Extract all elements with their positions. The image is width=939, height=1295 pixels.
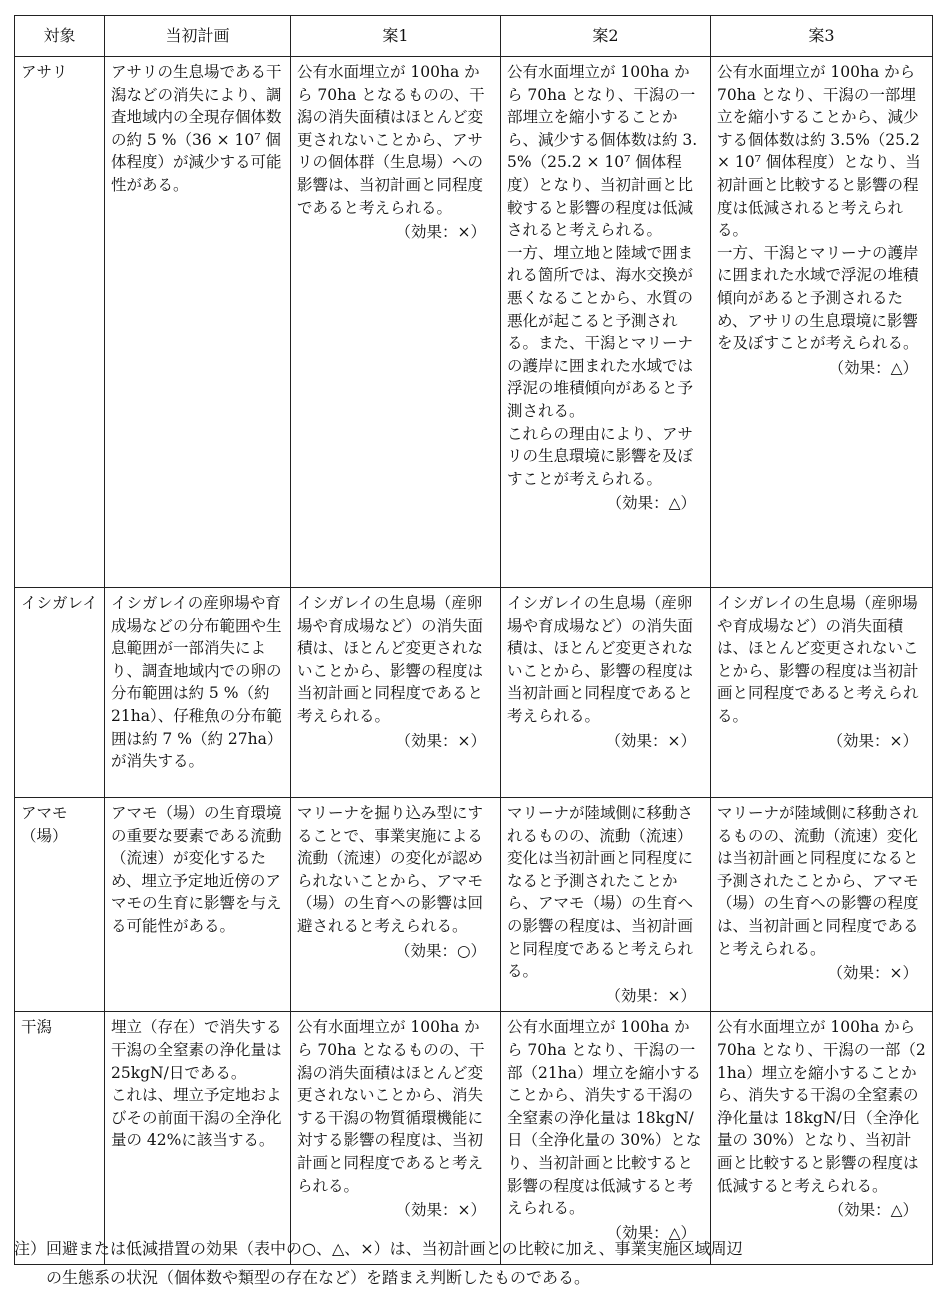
header-plan-2: 案2: [501, 16, 711, 57]
cell-text: イシガレイの産卵場や育成場などの分布範囲や生息範囲が一部消失により、調査地域内での卵の分布範囲は約 5 %（約 21ha）、仔稚魚の分布範囲は約 7 %（約 27ha）が消失する。: [111, 594, 283, 771]
cell-text: イシガレイの生息場（産卵場や育成場など）の消失面積は、ほとんど変更されないことから、影響の程度は当初計画と同程度であると考えられる。: [717, 594, 919, 725]
plan-1-cell: [291, 57, 501, 588]
table-row: [15, 1012, 933, 1265]
original-plan-cell: [105, 588, 291, 798]
table-row: [15, 798, 933, 1012]
header-original-plan: 当初計画: [105, 16, 291, 57]
cell-text: アサリの生息場である干潟などの消失により、調査地域内の全現存個体数の約 5 %（36 × 10⁷ 個体程度）が減少する可能性がある。: [111, 63, 282, 194]
plan-3-cell: [711, 57, 933, 588]
header-row: [15, 16, 933, 57]
header-plan-1: 案1: [291, 16, 501, 57]
plan-2-cell: [501, 1012, 711, 1265]
cell-text: イシガレイの生息場（産卵場や育成場など）の消失面積は、ほとんど変更されないことから、影響の程度は当初計画と同程度であると考えられる。: [507, 594, 694, 725]
table-row: [15, 57, 933, 588]
cell-text: マリーナが陸域側に移動されるものの、流動（流速）変化は当初計画と同程度になると予測されたことから、アマモ（場）の生育への影響の程度は、当初計画と同程度であると考えられる。: [507, 804, 694, 981]
plan-2-cell: [501, 798, 711, 1012]
effect-mark: （効果：×）: [827, 731, 918, 750]
cell-text: 公有水面埋立が 100ha から 70ha となるものの、干潟の消失面積はほとんど変更されないことから、消失する干潟の物質循環機能に対する影響の程度は、当初計画と同程度であると考えられる。: [297, 1018, 485, 1195]
effect-mark: （効果：△）: [606, 1223, 696, 1242]
table-row: [15, 588, 933, 798]
header-plan-3: 案3: [711, 16, 933, 57]
effect-mark: （効果：×）: [395, 1201, 486, 1220]
original-plan-cell: [105, 57, 291, 588]
effect-mark: （効果：×）: [827, 964, 918, 983]
cell-text: これらの理由により、アサリの生息環境に影響を及ぼすことが考えられる。: [507, 424, 694, 488]
effect-mark: （効果：×）: [395, 223, 486, 242]
plan-1-cell: [291, 798, 501, 1012]
effect-mark: （効果：×）: [605, 731, 696, 750]
effect-mark: （効果：○）: [394, 941, 486, 960]
comparison-table: [14, 15, 933, 1265]
plan-1-cell: [291, 588, 501, 798]
cell-text: 公有水面埋立が 100ha から 70ha となり、干潟の一部埋立を縮小することから、減少する個体数は約 3.5%（25.2 × 10⁷ 個体程度）となり、当初計画と比較すると影響の程度は低減されると考えられる。: [717, 63, 921, 240]
plan-3-cell: [711, 588, 933, 798]
cell-text: これは、埋立予定地およびその前面干潟の全浄化量の 42%に該当する。: [111, 1086, 282, 1150]
row-subject: アサリ: [15, 57, 105, 588]
row-subject: イシガレイ: [15, 588, 105, 798]
cell-text: 公有水面埋立が 100ha から 70ha となるものの、干潟の消失面積はほとんど変更されないことから、アサリの個体群（生息場）への影響は、当初計画と同程度であると考えられる。: [297, 63, 485, 217]
effect-mark: （効果：△）: [828, 358, 918, 377]
plan-3-cell: [711, 1012, 933, 1265]
cell-text: マリーナが陸域側に移動されるものの、流動（流速）変化は当初計画と同程度になると予測されたことから、アマモ（場）の生育への影響の程度は、当初計画と同程度であると考えられる。: [717, 804, 919, 958]
effect-mark: （効果：×）: [395, 731, 486, 750]
plan-2-cell: [501, 57, 711, 588]
original-plan-cell: [105, 798, 291, 1012]
cell-text: マリーナを掘り込み型にすることで、事業実施による流動（流速）の変化が認められないことから、アマモ（場）の生育への影響は回避されると考えられる。: [297, 804, 484, 935]
cell-text: 公有水面埋立が 100ha から 70ha となり、干潟の一部埋立を縮小することから、減少する個体数は約 3.5%（25.2 × 10⁷ 個体程度）となり、当初計画と比較すると影響の程度は低減されると考えられる。: [507, 63, 698, 240]
cell-text: 埋立（存在）で消失する干潟の全窒素の浄化量は 25kgN/日である。: [111, 1018, 282, 1082]
cell-text: アマモ（場）の生育環境の重要な要素である流動（流速）が変化するため、埋立予定地近傍のアマモの生育に影響を与える可能性がある。: [111, 804, 282, 935]
cell-text: イシガレイの生息場（産卵場や育成場など）の消失面積は、ほとんど変更されないことから、影響の程度は当初計画と同程度であると考えられる。: [297, 594, 484, 725]
footnote-line-1: 注）回避または低減措置の効果（表中の○、△、×）は、当初計画との比較に加え、事業実施区域周辺: [14, 1239, 743, 1258]
cell-text: 一方、埋立地と陸域で囲まれる箇所では、海水交換が悪くなることから、水質の悪化が起こると予測される。また、干潟とマリーナの護岸に囲まれた水域では浮泥の堆積傾向があると予測される。: [507, 243, 694, 420]
effect-mark: （効果：△）: [828, 1201, 918, 1220]
effect-mark: （効果：△）: [606, 494, 696, 513]
cell-text: 公有水面埋立が 100ha から 70ha となり、干潟の一部（21ha）埋立を縮小することから、消失する干潟の全窒素の浄化量は 18kgN/日（全浄化量の 30%）となり、当初計画と比較すると影響の程度は低減すると考えられる。: [507, 1018, 702, 1218]
footnote: [14, 1234, 932, 1292]
cell-text: 公有水面埋立が 100ha から 70ha となり、干潟の一部（21ha）埋立を縮小することから、消失する干潟の全窒素の浄化量は 18kgN/日（全浄化量の 30%）となり、当初計画と比較すると影響の程度は低減すると考えられる。: [717, 1018, 926, 1195]
header-subject: 対象: [15, 16, 105, 57]
footnote-line-2: の生態系の状況（個体数や類型の存在など）を踏まえ判断したものである。: [46, 1268, 591, 1287]
plan-2-cell: [501, 588, 711, 798]
effect-mark: （効果：×）: [605, 986, 696, 1005]
plan-1-cell: [291, 1012, 501, 1265]
original-plan-cell: [105, 1012, 291, 1265]
row-subject: 干潟: [15, 1012, 105, 1265]
row-subject: アマモ（場）: [15, 798, 105, 1012]
plan-3-cell: [711, 798, 933, 1012]
cell-text: 一方、干潟とマリーナの護岸に囲まれた水域で浮泥の堆積傾向があると予測されるため、アサリの生息環境に影響を及ぼすことが考えられる。: [717, 243, 919, 353]
